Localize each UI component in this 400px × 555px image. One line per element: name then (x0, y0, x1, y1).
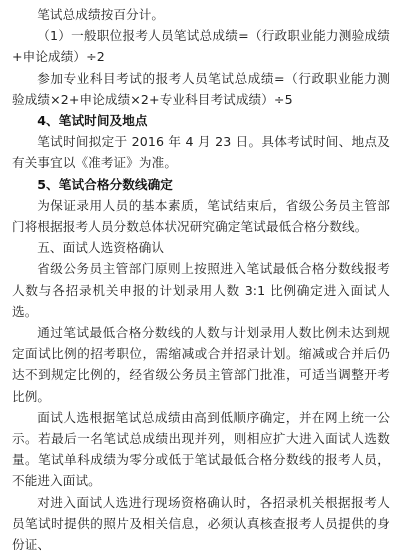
paragraph-interview-selection: 面试人选根据笔试总成绩由高到低顺序确定，并在网上统一公示。若最后一名笔试总成绩出现并列，则相应扩大进入面试人选数量。笔试单科成绩为零分或低于笔试最低合格分数线的报考人员，不能进入面试。 (12, 409, 390, 489)
paragraph-ratio-adjustment: 通过笔试最低合格分数线的人数与计划录用人数比例未达到规定面试比例的招考职位，需缩减或合并招录计划。缩减或合并后仍达不到规定比例的，经省级公务员主管部门批准，可适当调整开考比例。 (12, 325, 390, 404)
paragraph-passing-score: 为保证录用人员的基本素质，笔试结束后，省级公务员主管部门将根据报考人员分数总体状况研究确定笔试最低合格分数线。 (12, 197, 390, 235)
paragraph-score-basis: 笔试总成绩按百分计。 (37, 7, 165, 22)
heading-interview-qualification: 五、面试人选资格确认 (37, 240, 165, 256)
heading-passing-score: 5、笔试合格分数线确定 (37, 176, 173, 192)
document-body (12, 4, 390, 555)
paragraph-interview-ratio: 省级公务员主管部门原则上按照进入笔试最低合格分数线报考人数与各招录机关申报的计划录用人数 3:1 比例确定进入面试人选。 (12, 261, 390, 319)
heading-exam-time-location: 4、笔试时间及地点 (37, 113, 148, 129)
paragraph-specialized-formula: 参加专业科目考试的报考人员笔试总成绩=（行政职业能力测验成绩×2+申论成绩×2+专业科目考试成绩）÷5 (12, 70, 390, 107)
paragraph-exam-date: 笔试时间拟定于 2016 年 4 月 23 日。具体考试时间、地点及有关事宜以《准考证》为准。 (12, 134, 390, 171)
paragraph-general-formula: （1）一般职位报考人员笔试总成绩=（行政职业能力测验成绩+申论成绩）÷2 (12, 28, 390, 65)
paragraph-qualification-check: 对进入面试人选进行现场资格确认时，各招录机关根据报考人员笔试时提供的照片及相关信息，必须认真核查报考人员提供的身份证、 (12, 494, 390, 553)
